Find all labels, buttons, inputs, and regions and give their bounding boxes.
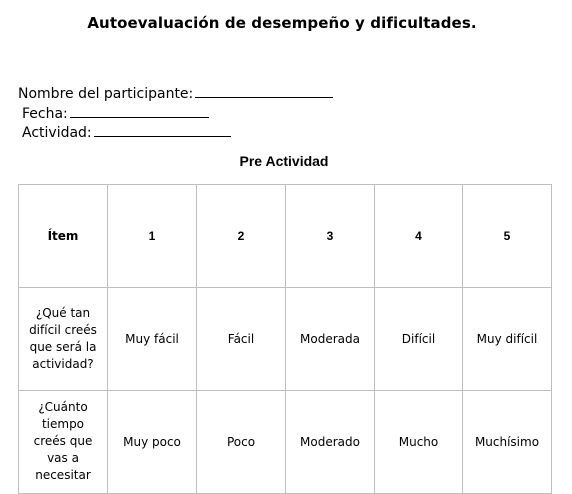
table-header-row bbox=[19, 185, 552, 288]
document-title: Autoevaluación de desempeño y dificultades. bbox=[87, 14, 477, 32]
participant-name-blank[interactable] bbox=[195, 83, 333, 98]
option-cell[interactable]: Poco bbox=[197, 391, 286, 494]
header-scale-5: 5 bbox=[463, 185, 552, 288]
option-cell[interactable]: Muy difícil bbox=[463, 288, 552, 391]
question-cell: ¿Cuánto tiempo creés que vas a necesitar bbox=[19, 391, 108, 494]
date-blank[interactable] bbox=[70, 103, 209, 118]
option-cell[interactable]: Mucho bbox=[375, 391, 463, 494]
self-evaluation-table bbox=[18, 184, 552, 494]
header-item: Ítem bbox=[19, 185, 108, 288]
table-row bbox=[19, 391, 552, 494]
option-cell[interactable]: Moderado bbox=[286, 391, 375, 494]
section-title: Pre Actividad bbox=[239, 153, 329, 169]
participant-name-field bbox=[18, 83, 333, 102]
activity-label: Actividad: bbox=[22, 125, 92, 141]
option-cell[interactable]: Fácil bbox=[197, 288, 286, 391]
activity-blank[interactable] bbox=[94, 122, 231, 137]
option-cell[interactable]: Difícil bbox=[375, 288, 463, 391]
participant-name-label: Nombre del participante: bbox=[18, 86, 194, 102]
option-cell[interactable]: Muy poco bbox=[108, 391, 197, 494]
option-cell[interactable]: Muchísimo bbox=[463, 391, 552, 494]
header-scale-4: 4 bbox=[375, 185, 463, 288]
table-row bbox=[19, 288, 552, 391]
activity-field bbox=[22, 122, 231, 141]
header-scale-3: 3 bbox=[286, 185, 375, 288]
option-cell[interactable]: Moderada bbox=[286, 288, 375, 391]
header-scale-1: 1 bbox=[108, 185, 197, 288]
option-cell[interactable]: Muy fácil bbox=[108, 288, 197, 391]
header-scale-2: 2 bbox=[197, 185, 286, 288]
date-field bbox=[22, 103, 209, 122]
date-label: Fecha: bbox=[22, 106, 68, 122]
question-cell: ¿Qué tan difícil creés que será la actividad? bbox=[19, 288, 108, 391]
